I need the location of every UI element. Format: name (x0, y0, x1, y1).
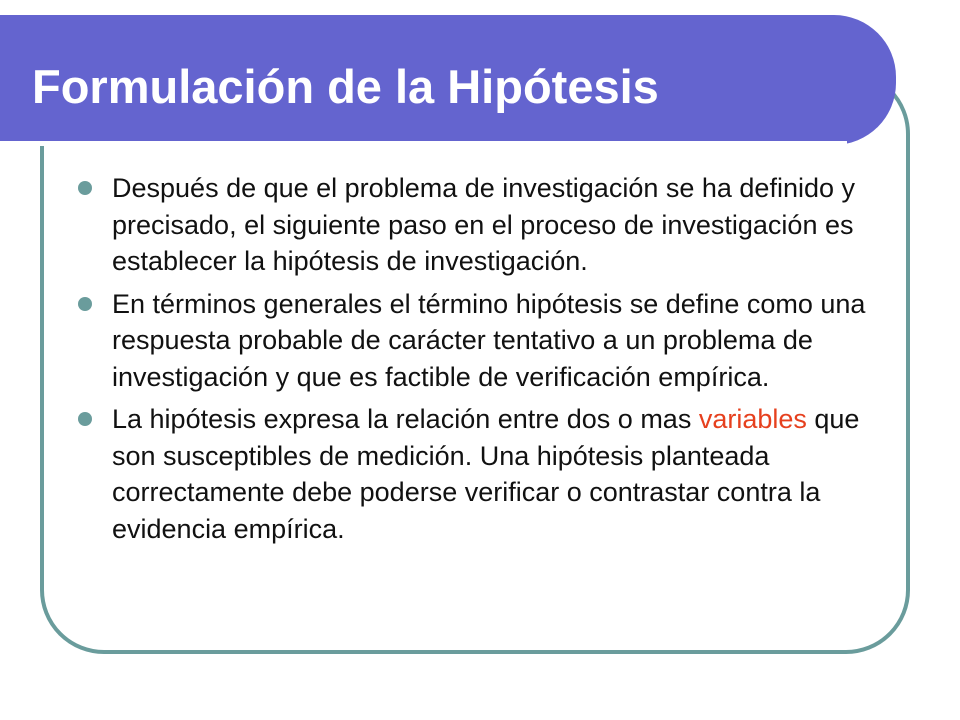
title-underline (0, 141, 847, 146)
variables-link[interactable]: variables (698, 404, 807, 434)
bullet-text: Después de que el problema de investigación se ha definido y precisado, el siguiente paso en el proceso de investigación es establecer la hipótesis de investigación. (112, 173, 855, 276)
title-banner (0, 15, 896, 145)
bullet-list (78, 170, 878, 553)
bullet-text-after: que son susceptibles de medición. Una hipótesis planteada correctamente debe poderse verificar o contrastar contra la evidencia empírica. (112, 404, 860, 544)
bullet-dot-icon (78, 181, 92, 195)
bullet-dot-icon (78, 297, 92, 311)
bullet-item-2 (78, 286, 878, 396)
bullet-item-3 (78, 401, 878, 547)
bullet-item-1 (78, 170, 878, 280)
bullet-text-before: La hipótesis expresa la relación entre dos o mas (112, 404, 699, 434)
slide-title: Formulación de la Hipótesis (32, 60, 659, 113)
bullet-dot-icon (78, 412, 92, 426)
bullet-text: En términos generales el término hipótesis se define como una respuesta probable de carácter tentativo a un problema de investigación y que es factible de verificación empírica. (112, 288, 866, 392)
